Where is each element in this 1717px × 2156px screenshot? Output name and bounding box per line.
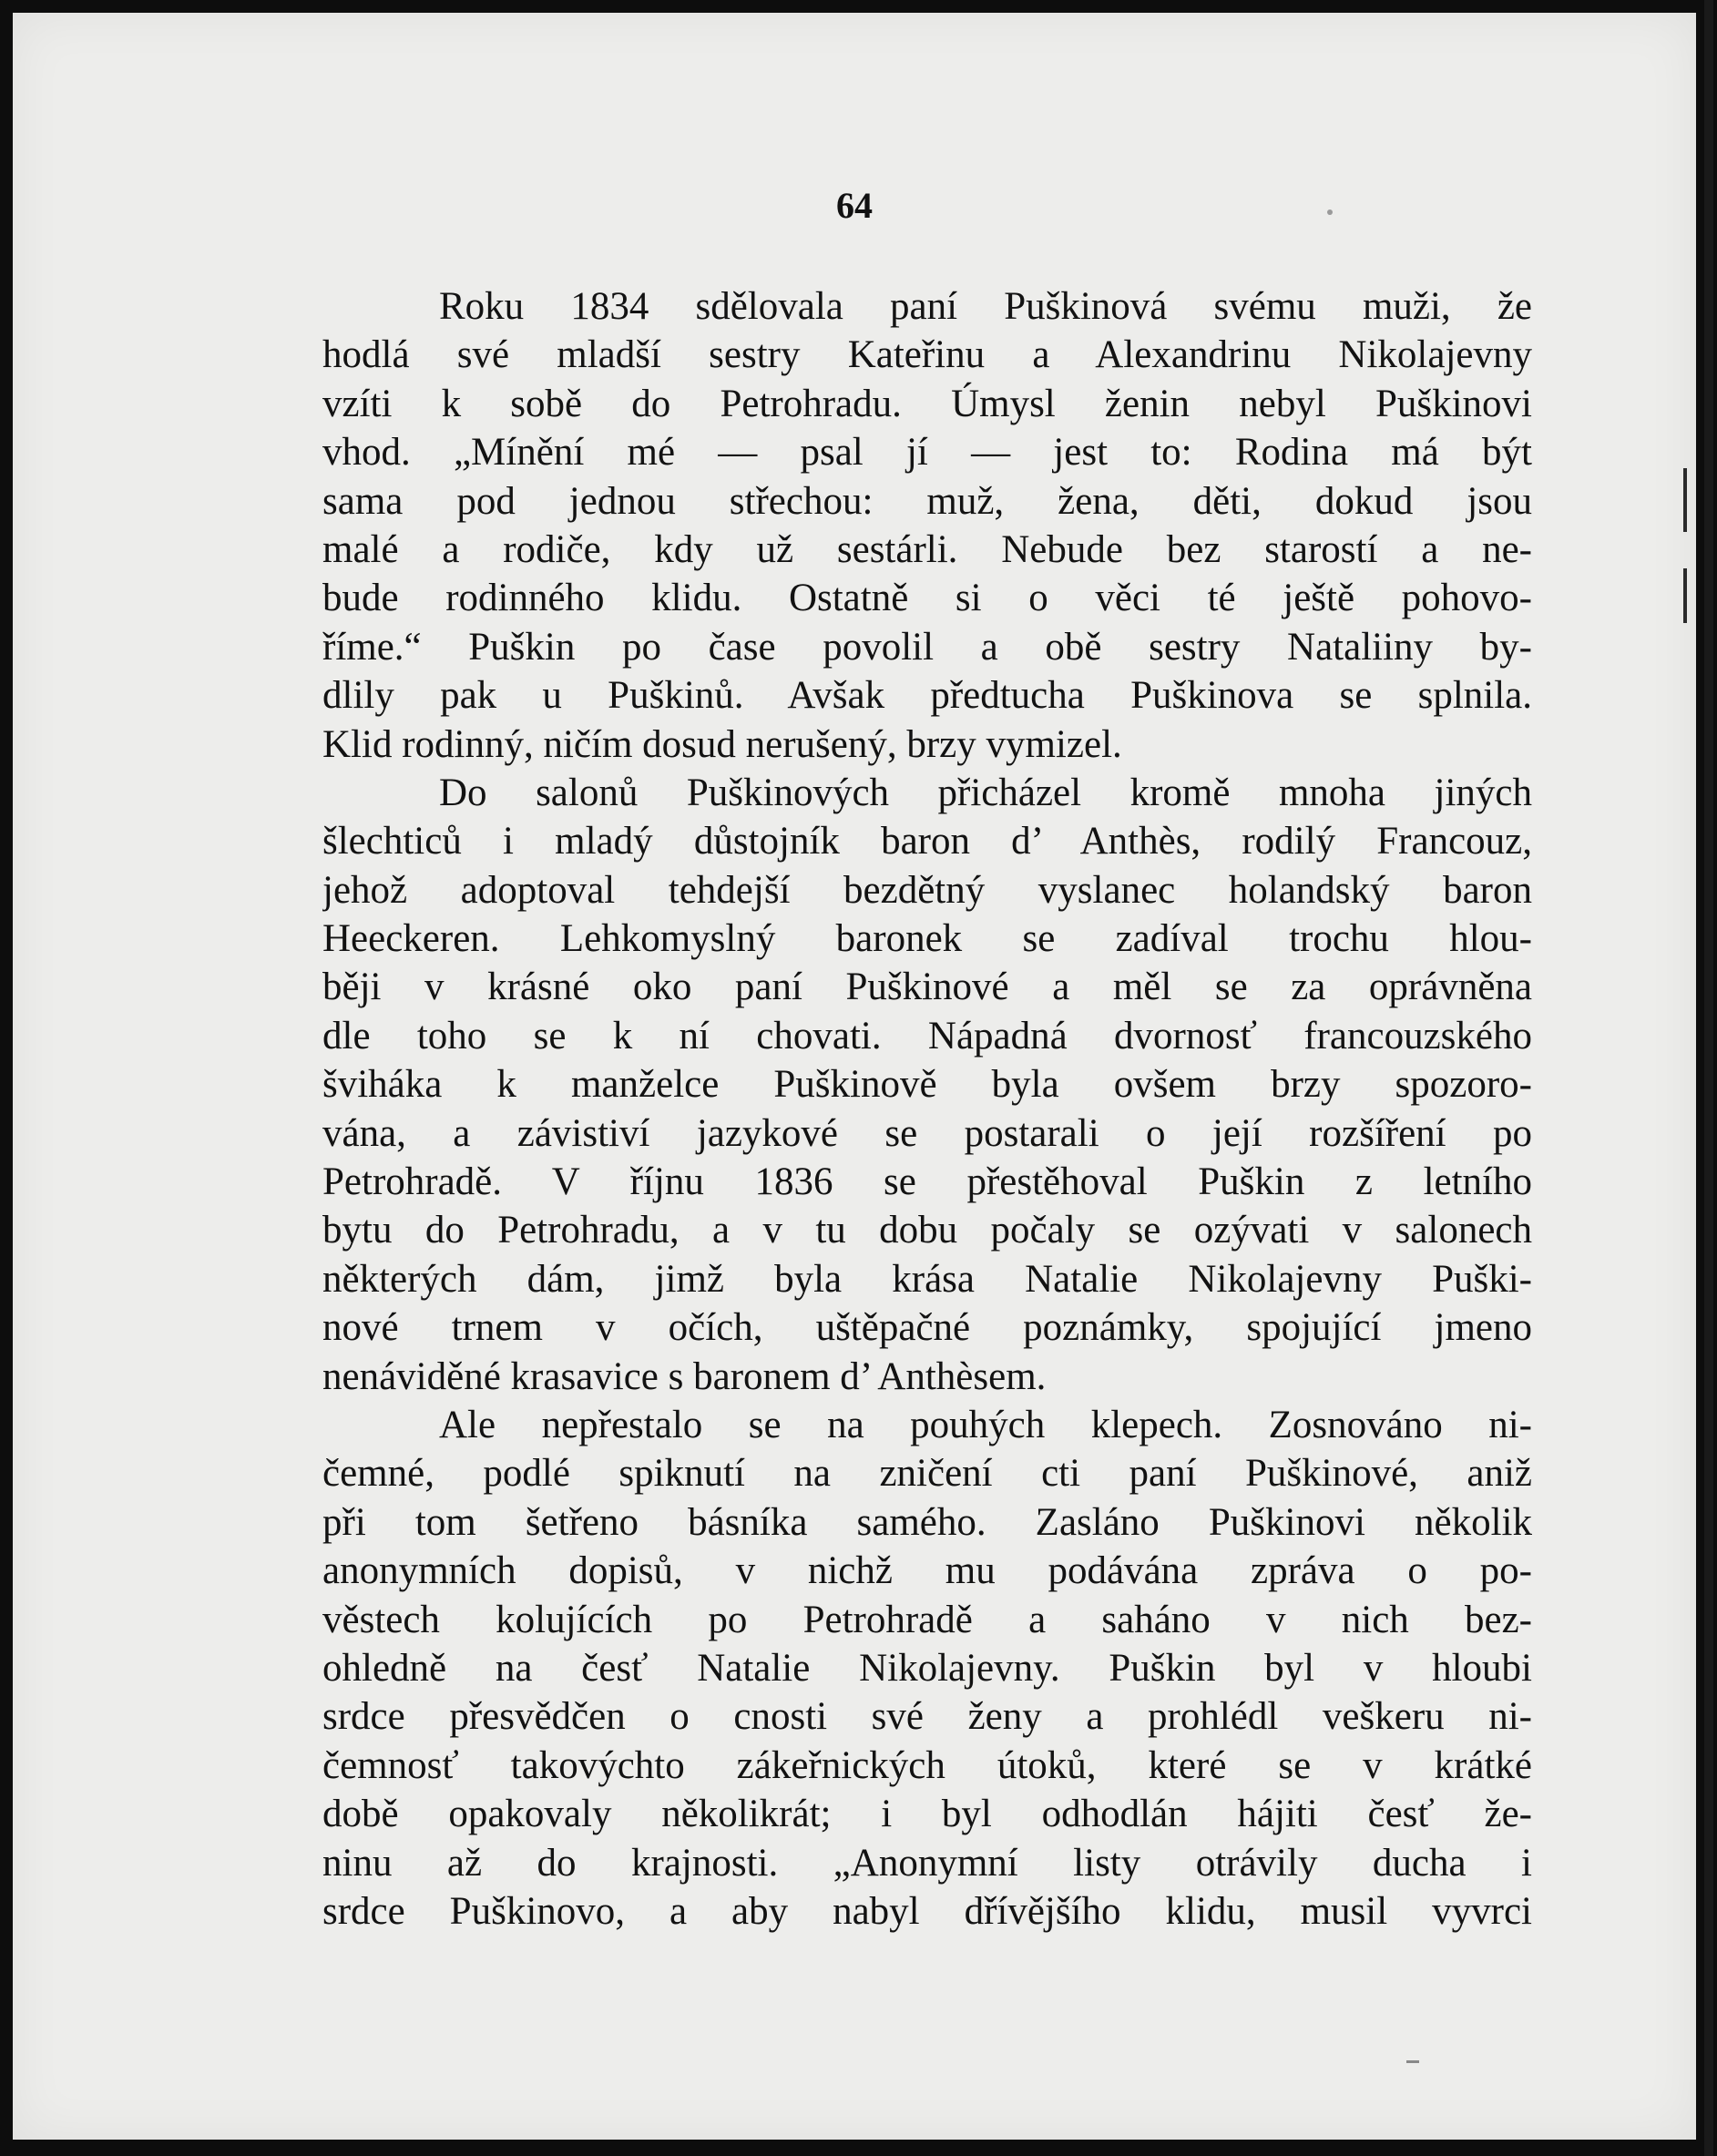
text-line: srdce Puškinovo, a aby nabyl dřívějšího klidu, musil vyvrci <box>322 1889 1532 1933</box>
text-line: malé a rodiče, kdy už sestárli. Nebude bez starostí a ne- <box>322 527 1532 571</box>
text-line: bude rodinného klidu. Ostatně si o věci té ještě pohovo- <box>322 577 1532 620</box>
scan-edge-mark <box>1683 468 1687 532</box>
text-line: sama pod jednou střechou: muž, žena, děti, dokud jsou <box>322 479 1532 523</box>
text-line: nenáviděné krasavice s baronem d’ Anthèsem. <box>322 1354 1047 1398</box>
text-line: říme.“ Puškin po čase povolil a obě sestry Nataliiny by- <box>322 625 1532 669</box>
scan-edge-mark <box>1683 568 1687 623</box>
text-line: Roku 1834 sdělovala paní Puškinová svému muži, že <box>439 285 1532 328</box>
text-line: jehož adoptoval tehdejší bezdětný vyslanec holandský baron <box>322 868 1532 912</box>
text-line: bytu do Petrohradu, a v tu dobu počaly se ozývati v salonech <box>322 1209 1532 1252</box>
text-line: ohledně na česť Natalie Nikolajevny. Puškin byl v hloubi <box>322 1646 1532 1690</box>
scan-right-edge <box>1704 0 1713 2156</box>
text-line: nové trnem v očích, uštěpačné poznámky, spojující jmeno <box>322 1306 1532 1350</box>
text-line: běji v krásné oko paní Puškinové a měl se za oprávněna <box>322 966 1532 1009</box>
text-line: vána, a závistiví jazykové se postarali o její rozšíření po <box>322 1111 1532 1155</box>
text-line: při tom šetřeno básníka samého. Zasláno Puškinovi několik <box>322 1500 1532 1544</box>
text-line: Klid rodinný, ničím dosud nerušený, brzy vymizel. <box>322 722 1122 766</box>
text-line: dlily pak u Puškinů. Avšak předtucha Puškinova se splnila. <box>322 674 1532 718</box>
text-line: vhod. „Mínění mé — psal jí — jest to: Rodina má být <box>322 431 1532 475</box>
text-line: některých dám, jimž byla krása Natalie Nikolajevny Puški- <box>322 1257 1532 1301</box>
text-line: šviháka k manželce Puškinově byla ovšem brzy spozoro- <box>322 1063 1532 1107</box>
text-line: anonymních dopisů, v nichž mu podávána zpráva o po- <box>322 1549 1532 1593</box>
text-line: vzíti k sobě do Petrohradu. Úmysl ženin nebyl Puškinovi <box>322 382 1532 425</box>
dust-speck <box>1327 209 1333 215</box>
text-line: dle toho se k ní chovati. Nápadná dvornosť francouzského <box>322 1014 1532 1058</box>
text-line: Ale nepřestalo se na pouhých klepech. Zosnováno ni- <box>439 1403 1532 1446</box>
dust-mark <box>1406 2060 1419 2063</box>
text-line: době opakovaly několikrát; i byl odhodlán hájiti česť že- <box>322 1793 1532 1836</box>
text-line: Heeckeren. Lehkomyslný baronek se zadíval trochu hlou- <box>322 917 1532 961</box>
text-line: Do salonů Puškinových přicházel kromě mnoha jiných <box>439 771 1532 814</box>
page-number: 64 <box>836 185 873 226</box>
text-line: Petrohradě. V říjnu 1836 se přestěhoval Puškin z letního <box>322 1160 1532 1204</box>
book-page <box>13 13 1696 2140</box>
text-line: srdce přesvědčen o cnosti své ženy a prohlédl veškeru ni- <box>322 1695 1532 1739</box>
text-line: hodlá své mladší sestry Kateřinu a Alexandrinu Nikolajevny <box>322 333 1532 377</box>
body-text <box>322 282 1532 1936</box>
text-line: čemnosť takovýchto zákeřnických útoků, které se v krátké <box>322 1743 1532 1787</box>
text-line: ninu až do krajnosti. „Anonymní listy otrávily ducha i <box>322 1841 1532 1885</box>
text-line: věstech kolujících po Petrohradě a saháno v nich bez- <box>322 1598 1532 1641</box>
text-line: čemné, podlé spiknutí na zničení cti paní Puškinové, aniž <box>322 1452 1532 1496</box>
text-line: šlechticů i mladý důstojník baron d’ Anthès, rodilý Francouz, <box>322 820 1532 863</box>
